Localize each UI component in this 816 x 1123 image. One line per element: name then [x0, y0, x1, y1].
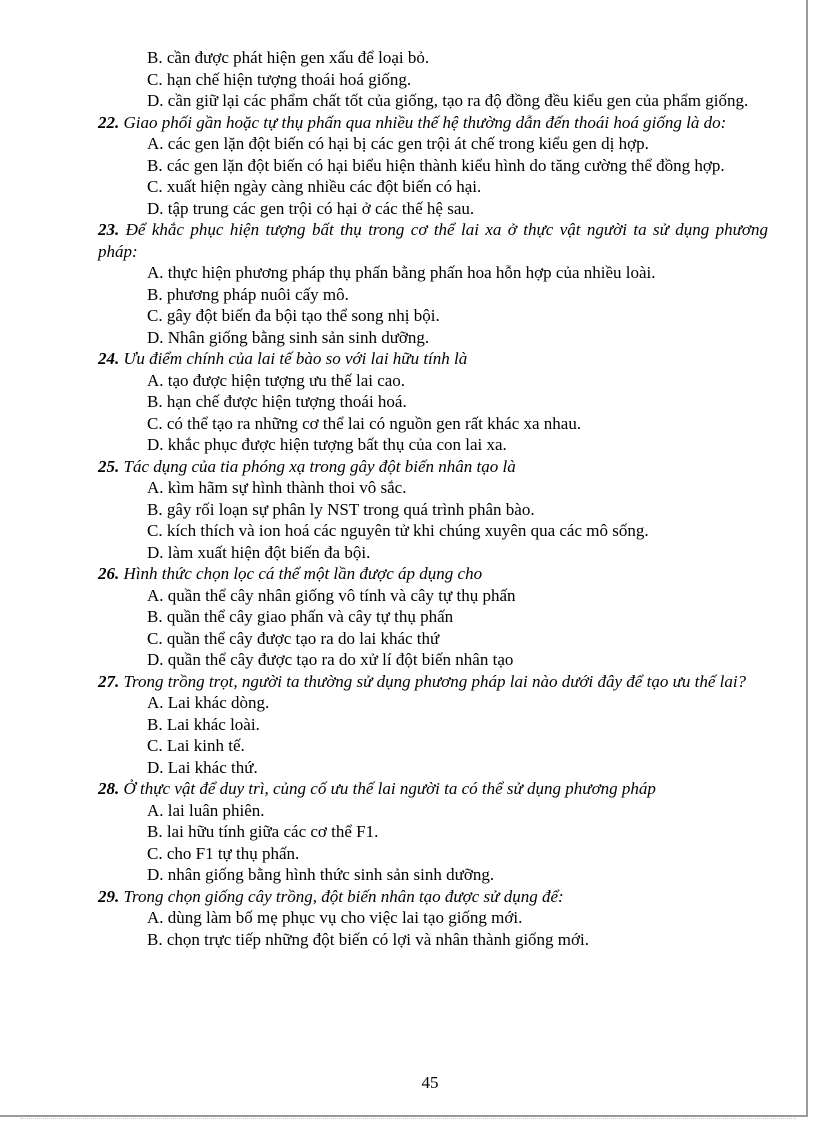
option: B. chọn trực tiếp những đột biến có lợi và nhân thành giống mới.: [147, 929, 589, 949]
question-27: [98, 671, 768, 779]
question-stem: 23. Để khắc phục hiện tượng bất thụ trong cơ thể lai xa ở thực vật người ta sử dụng phương pháp:: [98, 220, 769, 261]
question-stem: 24. Ưu điểm chính của lai tế bào so với lai hữu tính là: [98, 349, 468, 368]
option: C. gây đột biến đa bội tạo thể song nhị bội.: [147, 306, 440, 325]
option: B. quần thể cây giao phấn và cây tự thụ phấn: [147, 607, 454, 626]
option: A. thực hiện phương pháp thụ phấn bằng phấn hoa hỗn hợp của nhiều loài.: [147, 263, 656, 282]
option: C. cho F1 tự thụ phấn.: [147, 843, 300, 863]
question-stem: 25. Tác dụng của tia phóng xạ trong gây đột biến nhân tạo là: [98, 456, 516, 476]
option: A. lai luân phiên.: [147, 800, 265, 820]
question-29: [98, 886, 768, 951]
option: D. nhân giống bằng hình thức sinh sản sinh dưỡng.: [147, 865, 495, 884]
option: C. hạn chế hiện tượng thoái hoá giống.: [147, 69, 412, 89]
question-stem: 26. Hình thức chọn lọc cá thể một lần được áp dụng cho: [98, 564, 483, 583]
option: B. phương pháp nuôi cấy mô.: [147, 284, 349, 304]
option: C. quần thể cây được tạo ra do lai khác thứ: [147, 628, 440, 648]
option: D. khắc phục được hiện tượng bất thụ của con lai xa.: [147, 435, 507, 454]
continued-options: [98, 47, 768, 112]
question-22: [98, 112, 768, 220]
option: A. dùng làm bố mẹ phục vụ cho việc lai tạo giống mới.: [147, 908, 523, 927]
option: D. Nhân giống bằng sinh sản sinh dưỡng.: [147, 327, 430, 347]
option: C. kích thích và ion hoá các nguyên tử khi chúng xuyên qua các mô sống.: [147, 521, 649, 540]
option: B. gây rối loạn sự phân ly NST trong quá trình phân bào.: [147, 499, 535, 519]
question-stem: 29. Trong chọn giống cây trồng, đột biến nhân tạo được sử dụng để:: [98, 886, 564, 906]
page-number: 45: [421, 1073, 439, 1092]
option: A. tạo được hiện tượng ưu thế lai cao.: [147, 370, 406, 390]
option: D. cần giữ lại các phẩm chất tốt của giống, tạo ra độ đồng đều kiểu gen của phẩm giống.: [147, 91, 749, 110]
option: A. quần thể cây nhân giống vô tính và cây tự thụ phấn: [147, 585, 516, 605]
option: D. Lai khác thứ.: [147, 757, 258, 777]
question-stem: 28. Ở thực vật để duy trì, củng cố ưu thế lai người ta có thể sử dụng phương pháp: [98, 779, 656, 798]
option: B. lai hữu tính giữa các cơ thể F1.: [147, 822, 379, 841]
question-24: [98, 348, 768, 456]
option: D. làm xuất hiện đột biến đa bội.: [147, 542, 371, 562]
option: C. có thể tạo ra những cơ thể lai có nguồn gen rất khác xa nhau.: [147, 413, 582, 433]
option: B. Lai khác loài.: [147, 714, 260, 734]
option: A. Lai khác dòng.: [147, 693, 270, 712]
page-bottom-divider: [20, 1118, 796, 1119]
option: A. các gen lặn đột biến có hại bị các gen trội át chế trong kiểu gen dị hợp.: [147, 134, 649, 153]
question-25: [98, 456, 768, 564]
option: C. Lai kinh tế.: [147, 736, 245, 755]
question-stem: 22. Giao phối gần hoặc tự thụ phấn qua nhiều thế hệ thường dẫn đến thoái hoá giống là do:: [98, 112, 727, 132]
question-28: [98, 778, 768, 886]
question-26: [98, 563, 768, 671]
question-stem: 27. Trong trồng trọt, người ta thường sử dụng phương pháp lai nào dưới đây để tạo ưu thế lai?: [98, 671, 747, 691]
option: C. xuất hiện ngày càng nhiều các đột biến có hại.: [147, 177, 482, 196]
option: B. cần được phát hiện gen xấu để loại bỏ.: [147, 48, 430, 67]
option: B. hạn chế được hiện tượng thoái hoá.: [147, 392, 407, 411]
option: D. quần thể cây được tạo ra do xử lí đột biến nhân tạo: [147, 650, 514, 669]
question-23: [98, 219, 768, 348]
option: B. các gen lặn đột biến có hại biểu hiện thành kiểu hình do tăng cường thể đồng hợp.: [147, 155, 725, 175]
option: A. kìm hãm sự hình thành thoi vô sắc.: [147, 478, 407, 497]
option: D. tập trung các gen trội có hại ở các thế hệ sau.: [147, 198, 475, 218]
document-body: [98, 47, 768, 950]
